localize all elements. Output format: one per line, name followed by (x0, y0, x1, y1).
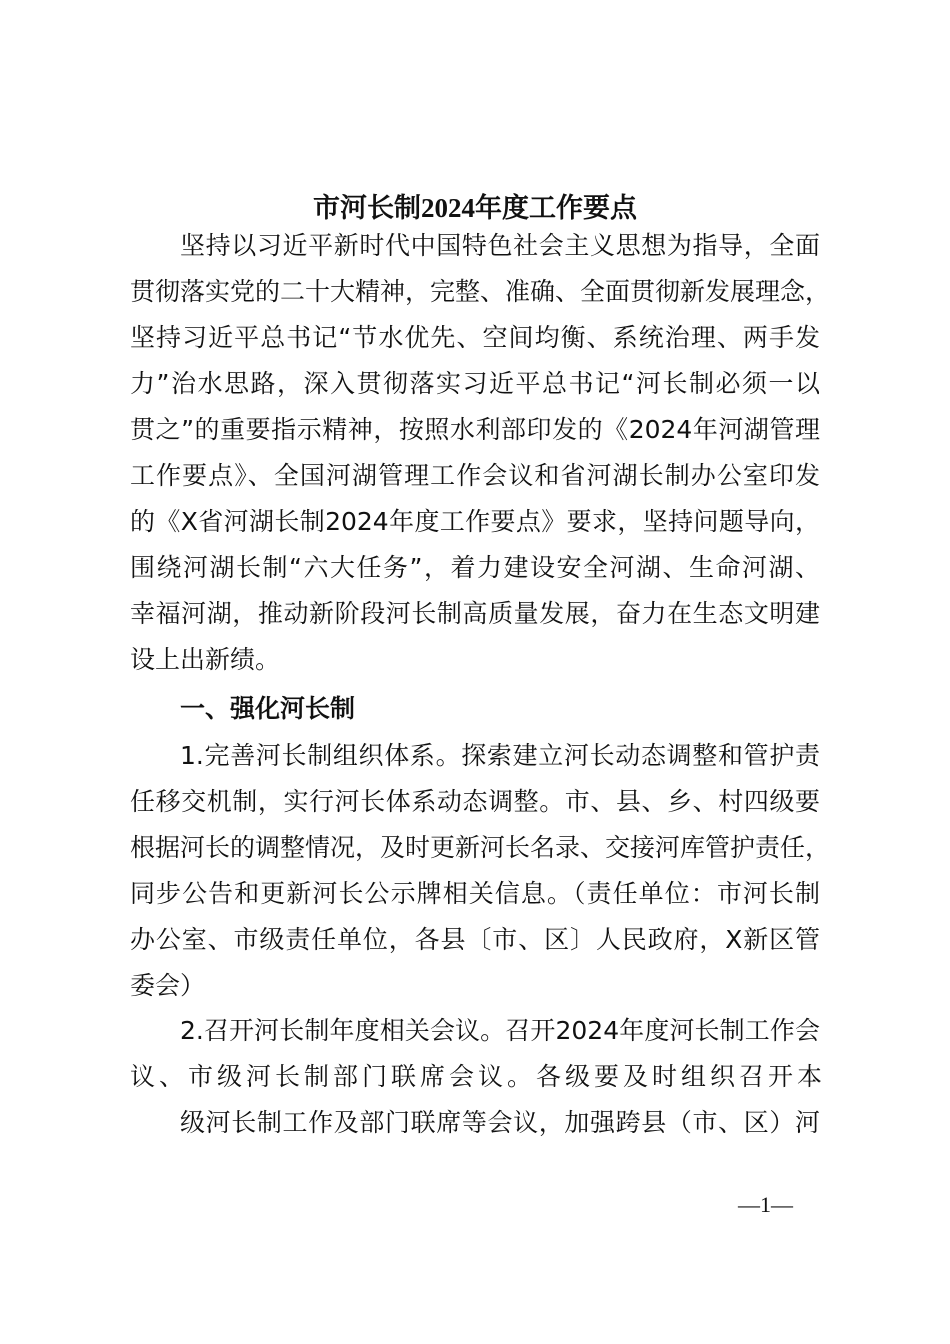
document-title: 市河长制2024年度工作要点 (313, 193, 637, 223)
paragraph-line: 级河长制工作及部门联席等会议，加强跨县（市、区）河 (180, 1108, 820, 1137)
paragraph-line: 2.召开河长制年度相关会议。召开2024年度河长制工作会 (180, 1016, 820, 1045)
paragraph-line: 的《X省河湖长制2024年度工作要点》要求，坚持问题导向， (130, 507, 820, 536)
paragraph-line: 力”治水思路，深入贯彻落实习近平总书记“河长制必须一以 (130, 369, 820, 398)
paragraph-line: 1.完善河长制组织体系。探索建立河长动态调整和管护责 (180, 741, 820, 770)
paragraph-line: 幸福河湖，推动新阶段河长制高质量发展，奋力在生态文明建 (130, 599, 820, 628)
paragraph-line: 围绕河湖长制“六大任务”，着力建设安全河湖、生命河湖、 (130, 553, 820, 582)
page-number: —1— (738, 1192, 793, 1217)
paragraph-line: 根据河长的调整情况，及时更新河长名录、交接河库管护责任， (130, 833, 831, 862)
paragraph-line: 同步公告和更新河长公示牌相关信息。（责任单位：市河长制 (130, 879, 820, 908)
paragraph-line: 工作要点》、全国河湖管理工作会议和省河湖长制办公室印发 (130, 461, 820, 490)
paragraph-line: 坚持以习近平新时代中国特色社会主义思想为指导，全面 (180, 231, 820, 260)
paragraph-line: 设上出新绩。 (130, 645, 281, 674)
paragraph-line: 办公室、市级责任单位，各县〔市、区〕人民政府，X新区管 (130, 925, 820, 954)
paragraph-line: 贯彻落实党的二十大精神，完整、准确、全面贯彻新发展理念， (130, 277, 831, 306)
paragraph-line: 贯之”的重要指示精神，按照水利部印发的《2024年河湖管理 (130, 415, 820, 444)
paragraph-line: 坚持习近平总书记“节水优先、空间均衡、系统治理、两手发 (130, 323, 820, 352)
paragraph-line: 议、市级河长制部门联席会议。各级要及时组织召开本 (130, 1062, 827, 1091)
paragraph-line: 任移交机制，实行河长体系动态调整。市、县、乡、村四级要 (130, 787, 820, 816)
section-heading: 一、强化河长制 (180, 694, 356, 723)
paragraph-line: 委会） (130, 971, 206, 1000)
